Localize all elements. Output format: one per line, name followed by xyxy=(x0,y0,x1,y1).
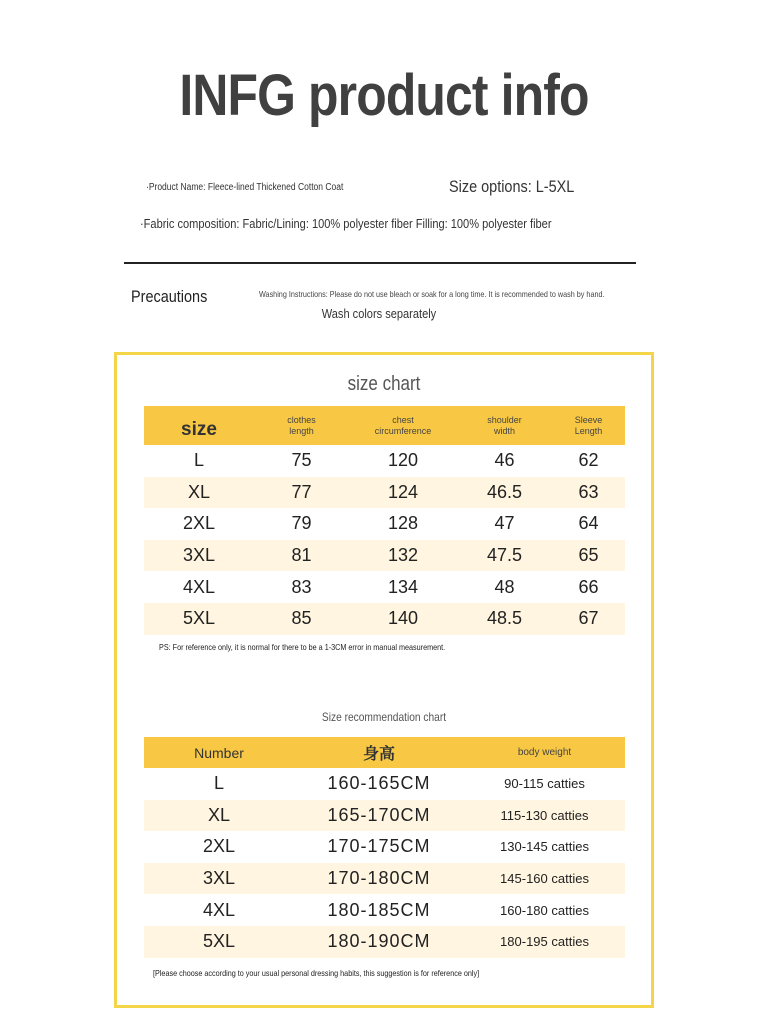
table-row xyxy=(144,571,625,603)
fabric-composition: ·Fabric composition: Fabric/Lining: 100% polyester fiber Filling: 100% polyester fiber xyxy=(140,216,552,231)
sleeve-cell: 62 xyxy=(578,450,599,471)
number-cell: 3XL xyxy=(202,868,236,889)
header-chest-circumference: chest circumference xyxy=(374,414,432,436)
sleeve-cell: 65 xyxy=(578,545,599,566)
precautions-label: Precautions xyxy=(131,287,208,306)
sleeve-cell: 63 xyxy=(578,481,599,502)
header-clothes-length: clothes length xyxy=(287,414,316,436)
size-cell: 2XL xyxy=(182,513,216,534)
header-height: 身高 xyxy=(362,746,395,763)
washing-instructions: Washing Instructions: Please do not use bleach or soak for a long time. It is recommended to wash by hand. xyxy=(259,289,605,299)
size-cell: L xyxy=(193,450,204,471)
weight-cell: 145-160 catties xyxy=(500,871,589,887)
height-cell: 170-180CM xyxy=(327,868,431,889)
table-row xyxy=(144,800,625,832)
weight-cell: 90-115 catties xyxy=(504,776,585,792)
table-row xyxy=(144,603,625,635)
size-cell: XL xyxy=(187,481,211,502)
shoulder-cell: 47 xyxy=(494,513,515,534)
clothes-length-cell: 81 xyxy=(291,545,312,566)
divider xyxy=(124,262,636,264)
height-cell: 170-175CM xyxy=(327,836,431,857)
number-cell: L xyxy=(213,773,224,794)
chest-cell: 132 xyxy=(387,545,419,566)
sleeve-cell: 66 xyxy=(578,576,599,597)
height-cell: 180-190CM xyxy=(327,931,431,952)
header-body-weight: body weight xyxy=(517,747,572,758)
shoulder-cell: 46.5 xyxy=(486,481,523,502)
weight-cell: 115-130 catties xyxy=(500,807,589,823)
height-cell: 180-185CM xyxy=(327,899,431,920)
weight-cell: 130-145 catties xyxy=(500,839,589,855)
size-cell: 5XL xyxy=(182,608,216,629)
size-chart-header xyxy=(144,406,625,445)
chest-cell: 140 xyxy=(387,608,419,629)
table-row xyxy=(144,894,625,926)
chest-cell: 134 xyxy=(387,576,419,597)
size-chart-table xyxy=(144,406,625,635)
number-cell: 2XL xyxy=(202,836,236,857)
shoulder-cell: 47.5 xyxy=(486,545,523,566)
recommendation-note: [Please choose according to your usual personal dressing habits, this suggestion is for reference only] xyxy=(153,968,480,978)
size-cell: 4XL xyxy=(182,576,216,597)
sleeve-cell: 64 xyxy=(578,513,599,534)
wash-colors-note: Wash colors separately xyxy=(321,306,437,321)
size-cell: 3XL xyxy=(182,545,216,566)
recommendation-table xyxy=(144,737,625,958)
clothes-length-cell: 75 xyxy=(291,450,312,471)
header-sleeve-length: Sleeve Length xyxy=(574,414,603,436)
header-number: Number xyxy=(194,744,244,761)
chest-cell: 120 xyxy=(387,450,419,471)
size-options: Size options: L-5XL xyxy=(449,177,575,196)
chest-cell: 128 xyxy=(387,513,419,534)
header-size: size xyxy=(181,419,217,440)
table-row xyxy=(144,540,625,572)
recommendation-chart-title: Size recommendation chart xyxy=(321,710,447,724)
number-cell: 4XL xyxy=(202,899,236,920)
chest-cell: 124 xyxy=(387,481,419,502)
table-row xyxy=(144,445,625,477)
clothes-length-cell: 85 xyxy=(291,608,312,629)
table-row xyxy=(144,508,625,540)
table-row xyxy=(144,768,625,800)
header-shoulder-width: shoulder width xyxy=(487,414,522,436)
clothes-length-cell: 77 xyxy=(291,481,312,502)
clothes-length-cell: 79 xyxy=(291,513,312,534)
table-row xyxy=(144,863,625,895)
recommendation-header xyxy=(144,737,625,768)
table-row xyxy=(144,926,625,958)
weight-cell: 160-180 catties xyxy=(500,902,589,918)
clothes-length-cell: 83 xyxy=(291,576,312,597)
product-name: ·Product Name: Fleece-lined Thickened Cotton Coat xyxy=(146,182,344,193)
measurement-note: PS: For reference only, it is normal for there to be a 1-3CM error in manual measurement. xyxy=(159,642,446,652)
sleeve-cell: 67 xyxy=(578,608,599,629)
shoulder-cell: 48 xyxy=(494,576,515,597)
size-chart-title: size chart xyxy=(347,373,421,395)
number-cell: XL xyxy=(207,804,231,825)
weight-cell: 180-195 catties xyxy=(500,934,589,950)
table-row xyxy=(144,477,625,509)
shoulder-cell: 48.5 xyxy=(486,608,523,629)
height-cell: 160-165CM xyxy=(327,773,431,794)
table-row xyxy=(144,831,625,863)
page-title: INFG product info xyxy=(179,63,589,128)
height-cell: 165-170CM xyxy=(327,804,431,825)
number-cell: 5XL xyxy=(202,931,236,952)
shoulder-cell: 46 xyxy=(494,450,515,471)
